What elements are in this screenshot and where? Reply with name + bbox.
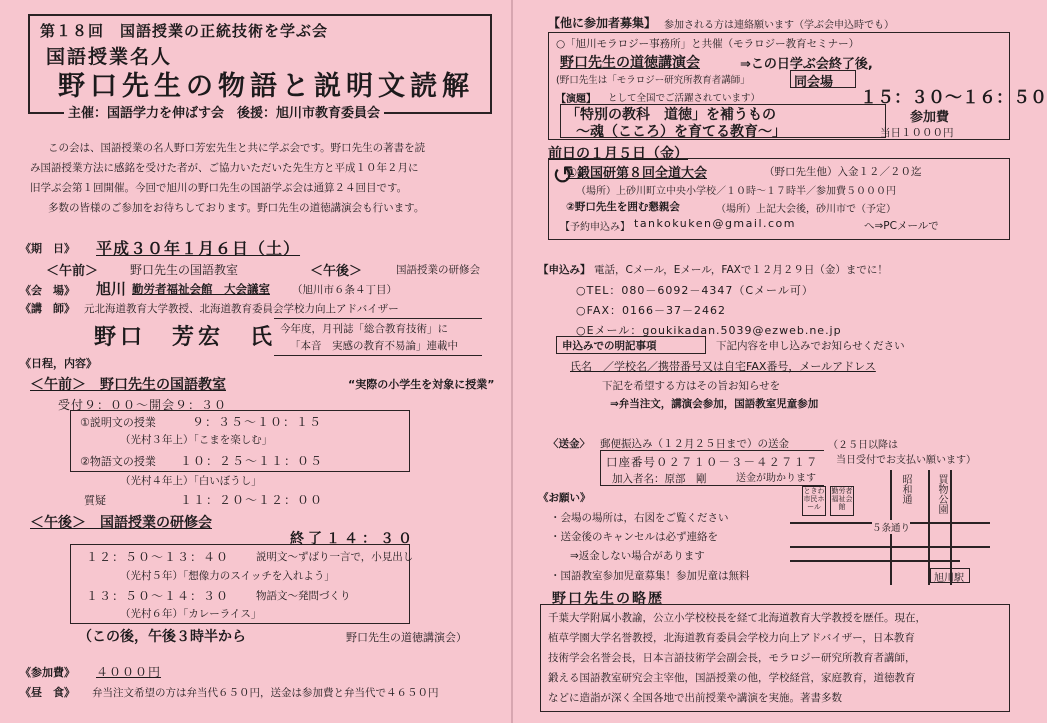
prev-day-heading: 前日の１月５日（金）	[548, 146, 688, 162]
fee-label: 《参加費》	[20, 666, 75, 679]
moral-venue: 同会場	[794, 75, 834, 90]
bio-line: 千葉大学附属小教諭，公立小学校校長を経て北海道教育大学教授を歴任。現在，	[548, 612, 926, 624]
theme-label: 【演題】	[556, 94, 596, 105]
date-label: 《期 日》	[20, 242, 75, 255]
arrow-icon: ↺	[552, 161, 574, 191]
reserve-label: 【予約申込み】	[560, 222, 630, 233]
lecturer-note-1: 今年度，月刊誌「総合教育技術」に	[280, 323, 448, 335]
contact-email: ○Eメール：goukikadan.5039@ezweb.ne.jp	[576, 324, 842, 337]
map-building-hall: ときわ市民ホール	[802, 486, 826, 516]
map-building-venue: 勤労者福祉会館	[830, 486, 854, 516]
moral-lecture-note: (野口先生は「モラロジー研究所教育者講師」	[556, 75, 750, 86]
contact-tel: ○TEL：080－6092－4347（Cメール可）	[576, 284, 814, 297]
pm-item-time: １３：５０～１４：３０	[86, 589, 230, 603]
apply-label: 【申込み】	[538, 264, 591, 276]
fee-value: ４０００円	[96, 665, 162, 679]
bio-line: などに造詣が深く全国各地で出前授業や講演を実施。著書多数	[548, 692, 842, 704]
am-text: 野口先生の国語教室	[130, 263, 239, 277]
reception-time: 受付９：００～開会９：３０	[58, 398, 228, 412]
map-label-shouwa: 昭和通	[900, 474, 911, 504]
request-item: ・送金後のキャンセルは必ず連絡を	[550, 531, 718, 543]
lecturer-note-2: 「本音 実感の教育不易論」連載中	[290, 340, 458, 352]
request-item: ・会場の場所は，右図をご覧ください	[550, 512, 729, 524]
venue-hall: 勤労者福祉会館 大会議室	[132, 282, 270, 296]
intro-line: 旧学ぶ会第１回開催。今回で旭川の野口先生の国語学ぶ会は通算２４回目です。	[30, 182, 408, 194]
map-label-street: ５条通り	[872, 520, 910, 534]
venue-label: 《会 場》	[20, 284, 75, 297]
am-session-subtitle: “実際の小学生を対象に授業”	[348, 378, 495, 391]
pm-item-note: （光村５年）「想像力のスイッチを入れよう」	[120, 570, 335, 582]
event-number: 第１８回 国語授業の正統技術を学ぶ会	[40, 22, 329, 40]
tankoku-title: ①鍛国研第８回全道大会	[566, 166, 708, 181]
lecturer-label: 《講 師》	[20, 302, 75, 315]
lecturer-title: 元北海道教育大学教授、北海道教育委員会学校力向上アドバイザー	[84, 303, 399, 315]
pm-label: ＜午後＞	[310, 264, 363, 279]
pm-text: 国語授業の研修会	[396, 264, 480, 276]
am-item-name: ②物語文の授業	[80, 455, 156, 468]
tankoku-place: （場所）上砂川町立中央小学校／１０時～１７時半／参加費５０００円	[576, 186, 896, 197]
required-items: 氏名 ／学校名／携帯番号又は自宅FAX番号，メールアドレス	[570, 360, 876, 373]
am-item-time: １０：２５～１１：０５	[180, 454, 324, 468]
request-item: ⇒返金しない場合があります	[570, 550, 705, 562]
am-item-note: （光村３年上）「こまを楽しむ」	[120, 434, 273, 446]
transfer-note-2: 当日受付でお支払い願います）	[836, 455, 976, 466]
moral-lecture-title: 野口先生の道徳講演会	[560, 55, 700, 71]
am-label: ＜午前＞	[46, 264, 99, 279]
bio-heading: 野口先生の略歴	[552, 591, 664, 607]
intro-line: み国語授業方法に感銘を受けた者が、ご協力いただいた先生方と平成１０年２月に	[30, 162, 419, 174]
map-label-station: 旭川駅	[934, 573, 964, 584]
pm-item-time: １２：５０～１３：４０	[86, 550, 230, 564]
joint-host: ○「旭川モラロジー事務所」と共催（モラロジー教育セミナー）	[556, 38, 860, 50]
venue-map	[790, 470, 990, 585]
pm-item-note: （光村６年）「カレーライス」	[120, 608, 262, 620]
title-line-2: 野口先生の物語と説明文読解	[58, 71, 474, 102]
pm-session-heading: ＜午後＞ 国語授業の研修会	[30, 515, 212, 531]
am-item-name: 質疑	[84, 494, 106, 507]
pm-item-desc: 物語文～発問づくり	[256, 590, 351, 602]
tankoku-note: （野口先生他）入金１２／２０迄	[764, 166, 922, 178]
other-recruit-heading: 【他に参加者募集】	[548, 16, 657, 30]
intro-line: 多数の皆様のご参加をお待ちしております。野口先生の道徳講演会も行います。	[48, 202, 425, 214]
bio-line: 植草学園大学名誉教授，北海道教育委員会学校力向上アドバイザー，日本教育	[548, 632, 915, 644]
theme-fee-label: 参加費	[910, 110, 950, 125]
am-item-time: １１：２０～１２：００	[180, 493, 324, 507]
venue-name: 旭川	[96, 280, 127, 298]
contact-fax: ○FAX：0166－37－2462	[576, 304, 726, 317]
moral-lecture-after: ⇒この日学ぶ会終了後,	[740, 57, 873, 72]
apply-box-note: 下記内容を申し込みでお知らせください	[716, 340, 905, 352]
theme-note: として全国でご活躍されています）	[608, 93, 761, 104]
after-session: （この後，午後３時半から	[78, 629, 246, 645]
party-title: ②野口先生を囲む懇親会	[566, 201, 680, 213]
map-road	[790, 560, 960, 562]
title-line-1: 国語授業名人	[46, 46, 173, 68]
theme-fee: 当日１０００円	[880, 127, 954, 139]
theme-title: 「特別の教科 道徳」を補うもの	[566, 107, 776, 123]
apply-text: 電話，Cメール，Eメール，FAXで１２月２９日（金）までに！	[594, 264, 888, 276]
reserve-note: へ⇒PCメールで	[864, 220, 939, 232]
am-item-note: （光村４年上）「白いぼうし」	[120, 475, 262, 487]
transfer-text: 郵便振込み（１２月２５日まで）の送金	[600, 438, 789, 450]
request-label: 《お願い》	[538, 492, 591, 504]
bio-line: 技術学会名誉会長，日本言語技術学会副会長，モラロジー研究所教育者講師，	[548, 652, 916, 664]
date-value: 平成３０年１月６日（土）	[96, 239, 301, 258]
account-holder: 加入者名：原部 剛	[612, 473, 707, 485]
party-place: （場所）上記大会後，砂川市で（予定）	[716, 204, 896, 215]
wish-items: ⇒弁当注文，講演会参加，国語教室児童参加	[610, 398, 819, 410]
transfer-label: 〈送金〉	[548, 438, 590, 450]
lunch-text: 弁当注文希望の方は弁当代６５０円，送金は参加費と弁当代で４６５０円	[92, 687, 439, 699]
organizer: 主催：国語学力を伸ばす会 後援：旭川市教育委員会	[64, 102, 384, 121]
page-fold	[511, 0, 513, 723]
reserve-email[interactable]: tankokuken@gmail.com	[634, 217, 796, 230]
lunch-label: 《昼 食》	[20, 686, 75, 699]
transfer-note-1: （２５日以降は	[828, 440, 898, 451]
am-item-name: ①説明文の授業	[80, 416, 156, 429]
venue-address: （旭川市６条４丁目）	[292, 284, 397, 296]
am-item-time: ９：３５～１０：１５	[192, 415, 323, 429]
other-recruit-note: 参加される方は連絡願います（学ぶ会申込時でも）	[664, 20, 894, 31]
account-number: 口座番号０２７１０－３－４２７１７	[606, 455, 819, 469]
pm-item-desc: 説明文～ずばり一言で，小見出し	[256, 551, 414, 563]
request-item: ・国語教室参加児童募集！参加児童は無料	[550, 570, 750, 582]
lecturer-name: 野口 芳宏 氏	[94, 324, 277, 350]
after-session-2: 野口先生の道徳講演会）	[346, 631, 467, 644]
closing-time: 終了１４：３０	[290, 531, 416, 547]
am-session-heading: ＜午前＞ 野口先生の国語教室	[30, 377, 226, 393]
schedule-label: 《日程，内容》	[20, 357, 97, 370]
wish-note: 下記を希望する方はその旨お知らせを	[602, 380, 781, 392]
theme-subtitle: ～魂（こころ）を育てる教育～」	[576, 124, 786, 140]
holder-note: 送金が助かります	[736, 473, 816, 484]
theme-time: １５：３０～１６：５０	[860, 88, 1047, 108]
intro-line: この会は、国語授業の名人野口芳宏先生と共に学ぶ会です。野口先生の著書を読	[48, 142, 426, 154]
map-label-kaimono: 買物公園	[936, 474, 947, 514]
bio-line: 鍛える国語教室研究会主宰他，国語授業の他，学校経営，家庭教育，道徳教育	[548, 672, 916, 684]
apply-box-label: 申込みでの明記事項	[562, 340, 657, 352]
